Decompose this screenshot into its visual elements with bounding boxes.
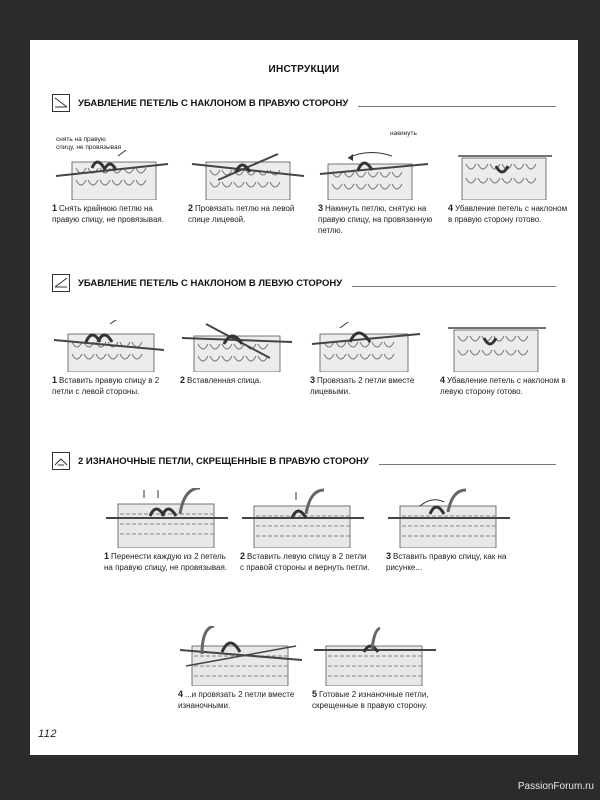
knitting-illustration [240, 488, 370, 548]
knitting-illustration [448, 150, 568, 200]
step-caption: 2 Вставить левую спицу в 2 петли с правой стороны и вернуть петли. [240, 551, 370, 572]
knitting-illustration [104, 488, 234, 548]
section-rule [358, 106, 556, 107]
watermark: PassionForum.ru [517, 781, 594, 792]
section-header-purl-cross [52, 450, 556, 472]
step-caption: 3 Вставить правую спицу, как на рисунке... [386, 551, 507, 572]
right-slant-icon [52, 94, 70, 112]
knitting-illustration [310, 320, 430, 372]
section-title: 2 ИЗНАНОЧНЫЕ ПЕТЛИ, СКРЕЩЕННЫЕ В ПРАВУЮ СТОРОНУ [78, 455, 369, 467]
step-1-1 [52, 150, 172, 225]
knitting-illustration [52, 150, 172, 200]
knitting-illustration [440, 320, 560, 372]
knitting-illustration [180, 320, 300, 372]
knitting-illustration [386, 488, 516, 548]
knitting-illustration [52, 320, 172, 372]
purl-cross-icon [52, 452, 70, 470]
step-2-2 [180, 320, 300, 386]
step-caption: 4 Убавление петель с наклоном в правую сторону готово. [448, 203, 568, 224]
left-slant-icon [52, 274, 70, 292]
page-number: 112 [38, 728, 58, 740]
step-caption: 3 Провязать 2 петли вместе лицевыми. [310, 375, 415, 396]
section-title: УБАВЛЕНИЕ ПЕТЕЛЬ С НАКЛОНОМ В ЛЕВУЮ СТОРОНУ [78, 277, 343, 289]
step-caption: 1 Вставить правую спицу в 2 петли с левой стороны. [52, 375, 160, 396]
knitting-illustration [178, 626, 308, 686]
step-1-3 [318, 150, 438, 236]
step-caption: 2 Провязать петлю на левой спице лицевой. [188, 203, 295, 224]
step-caption: 4 Убавление петель с наклоном в левую сторону готово. [440, 375, 566, 396]
step-3-2 [240, 488, 370, 573]
section-header-right-decrease [52, 92, 556, 114]
step-3-1 [104, 488, 234, 573]
page-heading: ИНСТРУКЦИИ [268, 64, 340, 75]
book-page [30, 40, 578, 755]
knitting-illustration [188, 150, 308, 200]
step-1-2 [188, 150, 308, 225]
knitting-illustration [318, 150, 438, 200]
step-3-5 [312, 626, 442, 711]
step-3-3 [386, 488, 516, 573]
step-2-1 [52, 320, 172, 397]
section-header-left-decrease [52, 272, 556, 294]
step-caption: 2 Вставленная спица. [180, 375, 262, 385]
step-caption: 3 Накинуть петлю, снятую на правую спицу, на провязанную петлю. [318, 203, 433, 235]
step-caption: 4 ...и провязать 2 петли вместе изнаночными. [178, 689, 295, 710]
section-rule [352, 286, 556, 287]
step-2-4 [440, 320, 566, 397]
step-caption: 1 Перенести каждую из 2 петель на правую спицу, не провязывая. [104, 551, 228, 572]
annotation-pass-over: накинуть [390, 130, 417, 137]
step-caption: 5 Готовые 2 изнаночные петли, скрещенные в правую сторону. [312, 689, 429, 710]
knitting-illustration [312, 626, 442, 686]
annotation-slip: снять на правую спицу, не провязывая [56, 136, 122, 151]
step-caption: 1 Снять крайнюю петлю на правую спицу, не провязывая. [52, 203, 164, 224]
step-3-4 [178, 626, 308, 711]
step-1-4 [448, 150, 568, 225]
section-rule [379, 464, 556, 465]
section-title: УБАВЛЕНИЕ ПЕТЕЛЬ С НАКЛОНОМ В ПРАВУЮ СТОРОНУ [78, 97, 349, 109]
step-2-3 [310, 320, 430, 397]
